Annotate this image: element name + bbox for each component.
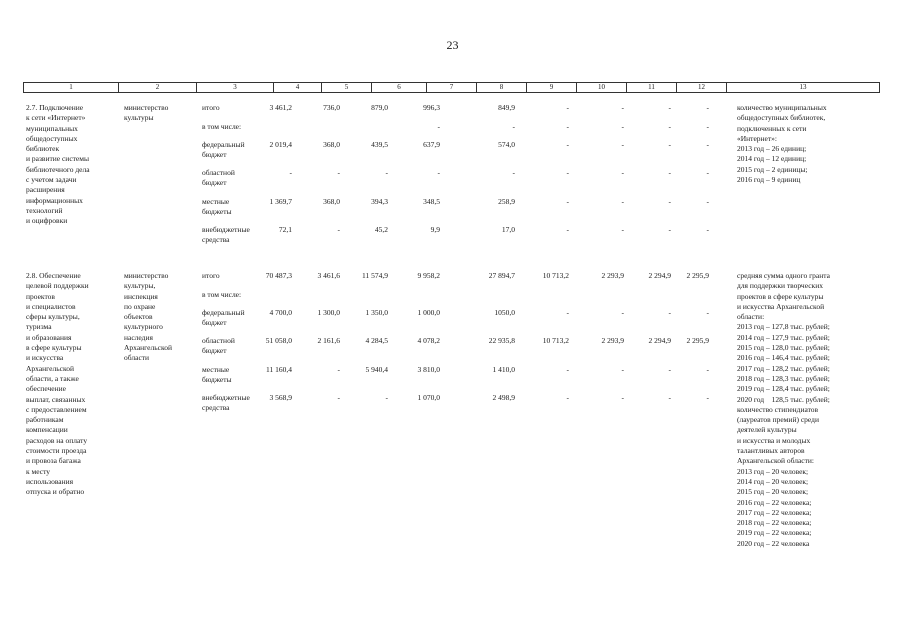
col-header: 8: [477, 83, 527, 93]
funding-value-cell: 10 713,2: [542, 271, 569, 280]
funding-value-cell: -: [668, 122, 671, 131]
executor: министерство культуры, инспекция по охране объектов культурного наследия Архангельской области: [124, 271, 172, 363]
funding-value-cell: -: [668, 393, 671, 402]
funding-value-cell: -: [621, 393, 624, 402]
funding-value-cell: 2 293,9: [601, 336, 624, 345]
funding-value-cell: -: [706, 225, 709, 234]
funding-source-label: итого: [202, 271, 220, 280]
funding-value-cell: 3 461,6: [317, 271, 340, 280]
funding-source-label: федеральный бюджет: [202, 140, 245, 160]
funding-value-cell: -: [668, 308, 671, 317]
funding-value-cell: 348,5: [423, 197, 440, 206]
col-header: 7: [427, 83, 477, 93]
col-header: 10: [577, 83, 627, 93]
executor: министерство культуры: [124, 103, 169, 123]
funding-value-cell: -: [706, 393, 709, 402]
funding-value-cell: 574,0: [498, 140, 515, 149]
funding-value-cell: -: [706, 122, 709, 131]
funding-value-cell: -: [668, 197, 671, 206]
funding-value-cell: -: [621, 308, 624, 317]
funding-value-cell: 394,3: [371, 197, 388, 206]
funding-value-cell: 1 070,0: [417, 393, 440, 402]
col-header: 4: [274, 83, 322, 93]
funding-value-cell: 2 295,9: [686, 336, 709, 345]
section-title: 2.7. Подключение к сети «Интернет» муниципальных общедоступных библиотек и развитие системы библиотечного дела с учетом задачи расширения информационных технологий и оцифровки: [26, 103, 90, 226]
funding-source-label: итого: [202, 103, 220, 112]
funding-value-cell: -: [385, 168, 388, 177]
funding-value-cell: -: [337, 393, 340, 402]
funding-value-cell: 1 350,0: [365, 308, 388, 317]
funding-value-cell: -: [621, 103, 624, 112]
funding-value-cell: -: [621, 168, 624, 177]
funding-value-cell: 10 713,2: [542, 336, 569, 345]
funding-value-cell: 637,9: [423, 140, 440, 149]
funding-value-cell: 2 293,9: [601, 271, 624, 280]
funding-value-cell: 2 161,6: [317, 336, 340, 345]
funding-value-cell: -: [512, 168, 515, 177]
funding-value-cell: -: [337, 225, 340, 234]
funding-value-cell: -: [621, 197, 624, 206]
funding-value-cell: -: [621, 225, 624, 234]
funding-value-cell: -: [668, 140, 671, 149]
funding-value-cell: -: [706, 308, 709, 317]
funding-value-cell: -: [668, 365, 671, 374]
funding-value-cell: -: [437, 168, 440, 177]
funding-value-cell: 368,0: [323, 197, 340, 206]
funding-value-cell: 4 284,5: [365, 336, 388, 345]
funding-source-label: в том числе:: [202, 122, 242, 131]
funding-value-cell: 1 300,0: [317, 308, 340, 317]
funding-value-cell: 72,1: [278, 225, 292, 234]
funding-value-cell: 1 410,0: [492, 365, 515, 374]
funding-value-cell: 2 019,4: [269, 140, 292, 149]
col-header: 9: [527, 83, 577, 93]
funding-value-cell: -: [668, 168, 671, 177]
funding-value-cell: -: [337, 168, 340, 177]
col-header: 2: [119, 83, 197, 93]
funding-value-cell: -: [566, 168, 569, 177]
funding-value-cell: 11 160,4: [266, 365, 292, 374]
funding-value-cell: -: [385, 393, 388, 402]
funding-value-cell: 4 078,2: [417, 336, 440, 345]
col-header: 6: [372, 83, 427, 93]
funding-value-cell: -: [566, 393, 569, 402]
funding-source-label: местные бюджеты: [202, 365, 232, 385]
funding-value-cell: 9 958,2: [417, 271, 440, 280]
funding-value-cell: 2 294,9: [648, 336, 671, 345]
page-number: 23: [446, 38, 459, 52]
funding-value-cell: -: [566, 122, 569, 131]
funding-value-cell: -: [668, 225, 671, 234]
col-header: 3: [197, 83, 274, 93]
funding-value-cell: 3 461,2: [269, 103, 292, 112]
funding-value-cell: 2 498,9: [492, 393, 515, 402]
funding-value-cell: -: [706, 103, 709, 112]
funding-value-cell: 1 369,7: [269, 197, 292, 206]
funding-value-cell: -: [512, 122, 515, 131]
funding-value-cell: -: [668, 103, 671, 112]
funding-value-cell: -: [566, 140, 569, 149]
funding-value-cell: -: [289, 168, 292, 177]
funding-source-label: областной бюджет: [202, 168, 235, 188]
col-header: 5: [322, 83, 372, 93]
result-indicator: средняя сумма одного гранта для поддержки творческих проектов в сфере культуры и искусства Архангельской области: 2013 год – 127,8 тыс. рублей; 2014 год – 127,9 тыс. рублей; 2015 год – 128,0 тыс. рублей; 2016 год – 146,4 тыс. рублей; 2017 год – 128,2 тыс. рублей; 2018 год – 128,3 тыс. рублей; 2019 год – 128,4 тыс. рублей; 2020 год 128,5 тыс. рублей; количество стипендиатов (лауреатов премий) среди деятелей культуры и искусства и молодых талантливых авторов Архангельской области: 2013 год – 20 человек; 2014 год – 20 человек; 2015 год – 20 человек; 2016 год – 22 человека; 2017 год – 22 человека; 2018 год – 22 человека; 2019 год – 22 человека; 2020 год – 22 человека: [737, 271, 830, 548]
funding-source-label: местные бюджеты: [202, 197, 232, 217]
funding-value-cell: -: [566, 365, 569, 374]
funding-value-cell: -: [706, 168, 709, 177]
funding-value-cell: 736,0: [323, 103, 340, 112]
funding-value-cell: 11 574,9: [362, 271, 388, 280]
col-header: 11: [627, 83, 677, 93]
funding-value-cell: 27 894,7: [488, 271, 515, 280]
result-indicator: количество муниципальных общедоступных библиотек, подключенных к сети «Интернет»: 2013 год – 26 единиц; 2014 год – 12 единиц; 2015 год – 2 единицы; 2016 год – 9 единиц: [737, 103, 827, 185]
funding-source-label: в том числе:: [202, 290, 242, 299]
funding-value-cell: -: [706, 140, 709, 149]
funding-value-cell: 258,9: [498, 197, 515, 206]
funding-value-cell: -: [337, 365, 340, 374]
funding-value-cell: 439,5: [371, 140, 388, 149]
funding-value-cell: 5 940,4: [365, 365, 388, 374]
funding-source-label: федеральный бюджет: [202, 308, 245, 328]
col-header: 13: [727, 83, 880, 93]
funding-value-cell: 368,0: [323, 140, 340, 149]
funding-value-cell: 3 810,0: [417, 365, 440, 374]
funding-value-cell: -: [437, 122, 440, 131]
funding-value-cell: 2 295,9: [686, 271, 709, 280]
funding-value-cell: -: [566, 308, 569, 317]
funding-value-cell: 2 294,9: [648, 271, 671, 280]
funding-value-cell: 879,0: [371, 103, 388, 112]
funding-value-cell: 3 568,9: [269, 393, 292, 402]
funding-value-cell: 17,0: [501, 225, 515, 234]
funding-source-label: внебюджетные средства: [202, 393, 250, 413]
funding-value-cell: -: [621, 365, 624, 374]
funding-value-cell: 45,2: [374, 225, 388, 234]
funding-value-cell: -: [706, 197, 709, 206]
funding-value-cell: 4 700,0: [269, 308, 292, 317]
funding-value-cell: -: [566, 225, 569, 234]
funding-value-cell: 849,9: [498, 103, 515, 112]
col-header: 12: [677, 83, 727, 93]
funding-value-cell: 1 000,0: [417, 308, 440, 317]
funding-value-cell: 70 487,3: [265, 271, 292, 280]
funding-value-cell: 9,9: [430, 225, 440, 234]
funding-value-cell: 1050,0: [494, 308, 515, 317]
funding-value-cell: 996,3: [423, 103, 440, 112]
funding-source-label: областной бюджет: [202, 336, 235, 356]
section-title: 2.8. Обеспечение целевой поддержки проектов и специалистов сферы культуры, туризма и образования в сфере культуры и искусства Архангельской области, а также обеспечение выплат, связанных с предоставлением работникам компенсации расходов на оплату стоимости проезда и провоза багажа к месту использования отпуска и обратно: [26, 271, 89, 497]
col-header: 1: [24, 83, 119, 93]
funding-source-label: внебюджетные средства: [202, 225, 250, 245]
funding-value-cell: -: [706, 365, 709, 374]
funding-value-cell: -: [566, 103, 569, 112]
funding-value-cell: 51 058,0: [265, 336, 292, 345]
funding-value-cell: -: [621, 122, 624, 131]
funding-value-cell: 22 935,8: [488, 336, 515, 345]
funding-value-cell: -: [621, 140, 624, 149]
funding-value-cell: -: [566, 197, 569, 206]
